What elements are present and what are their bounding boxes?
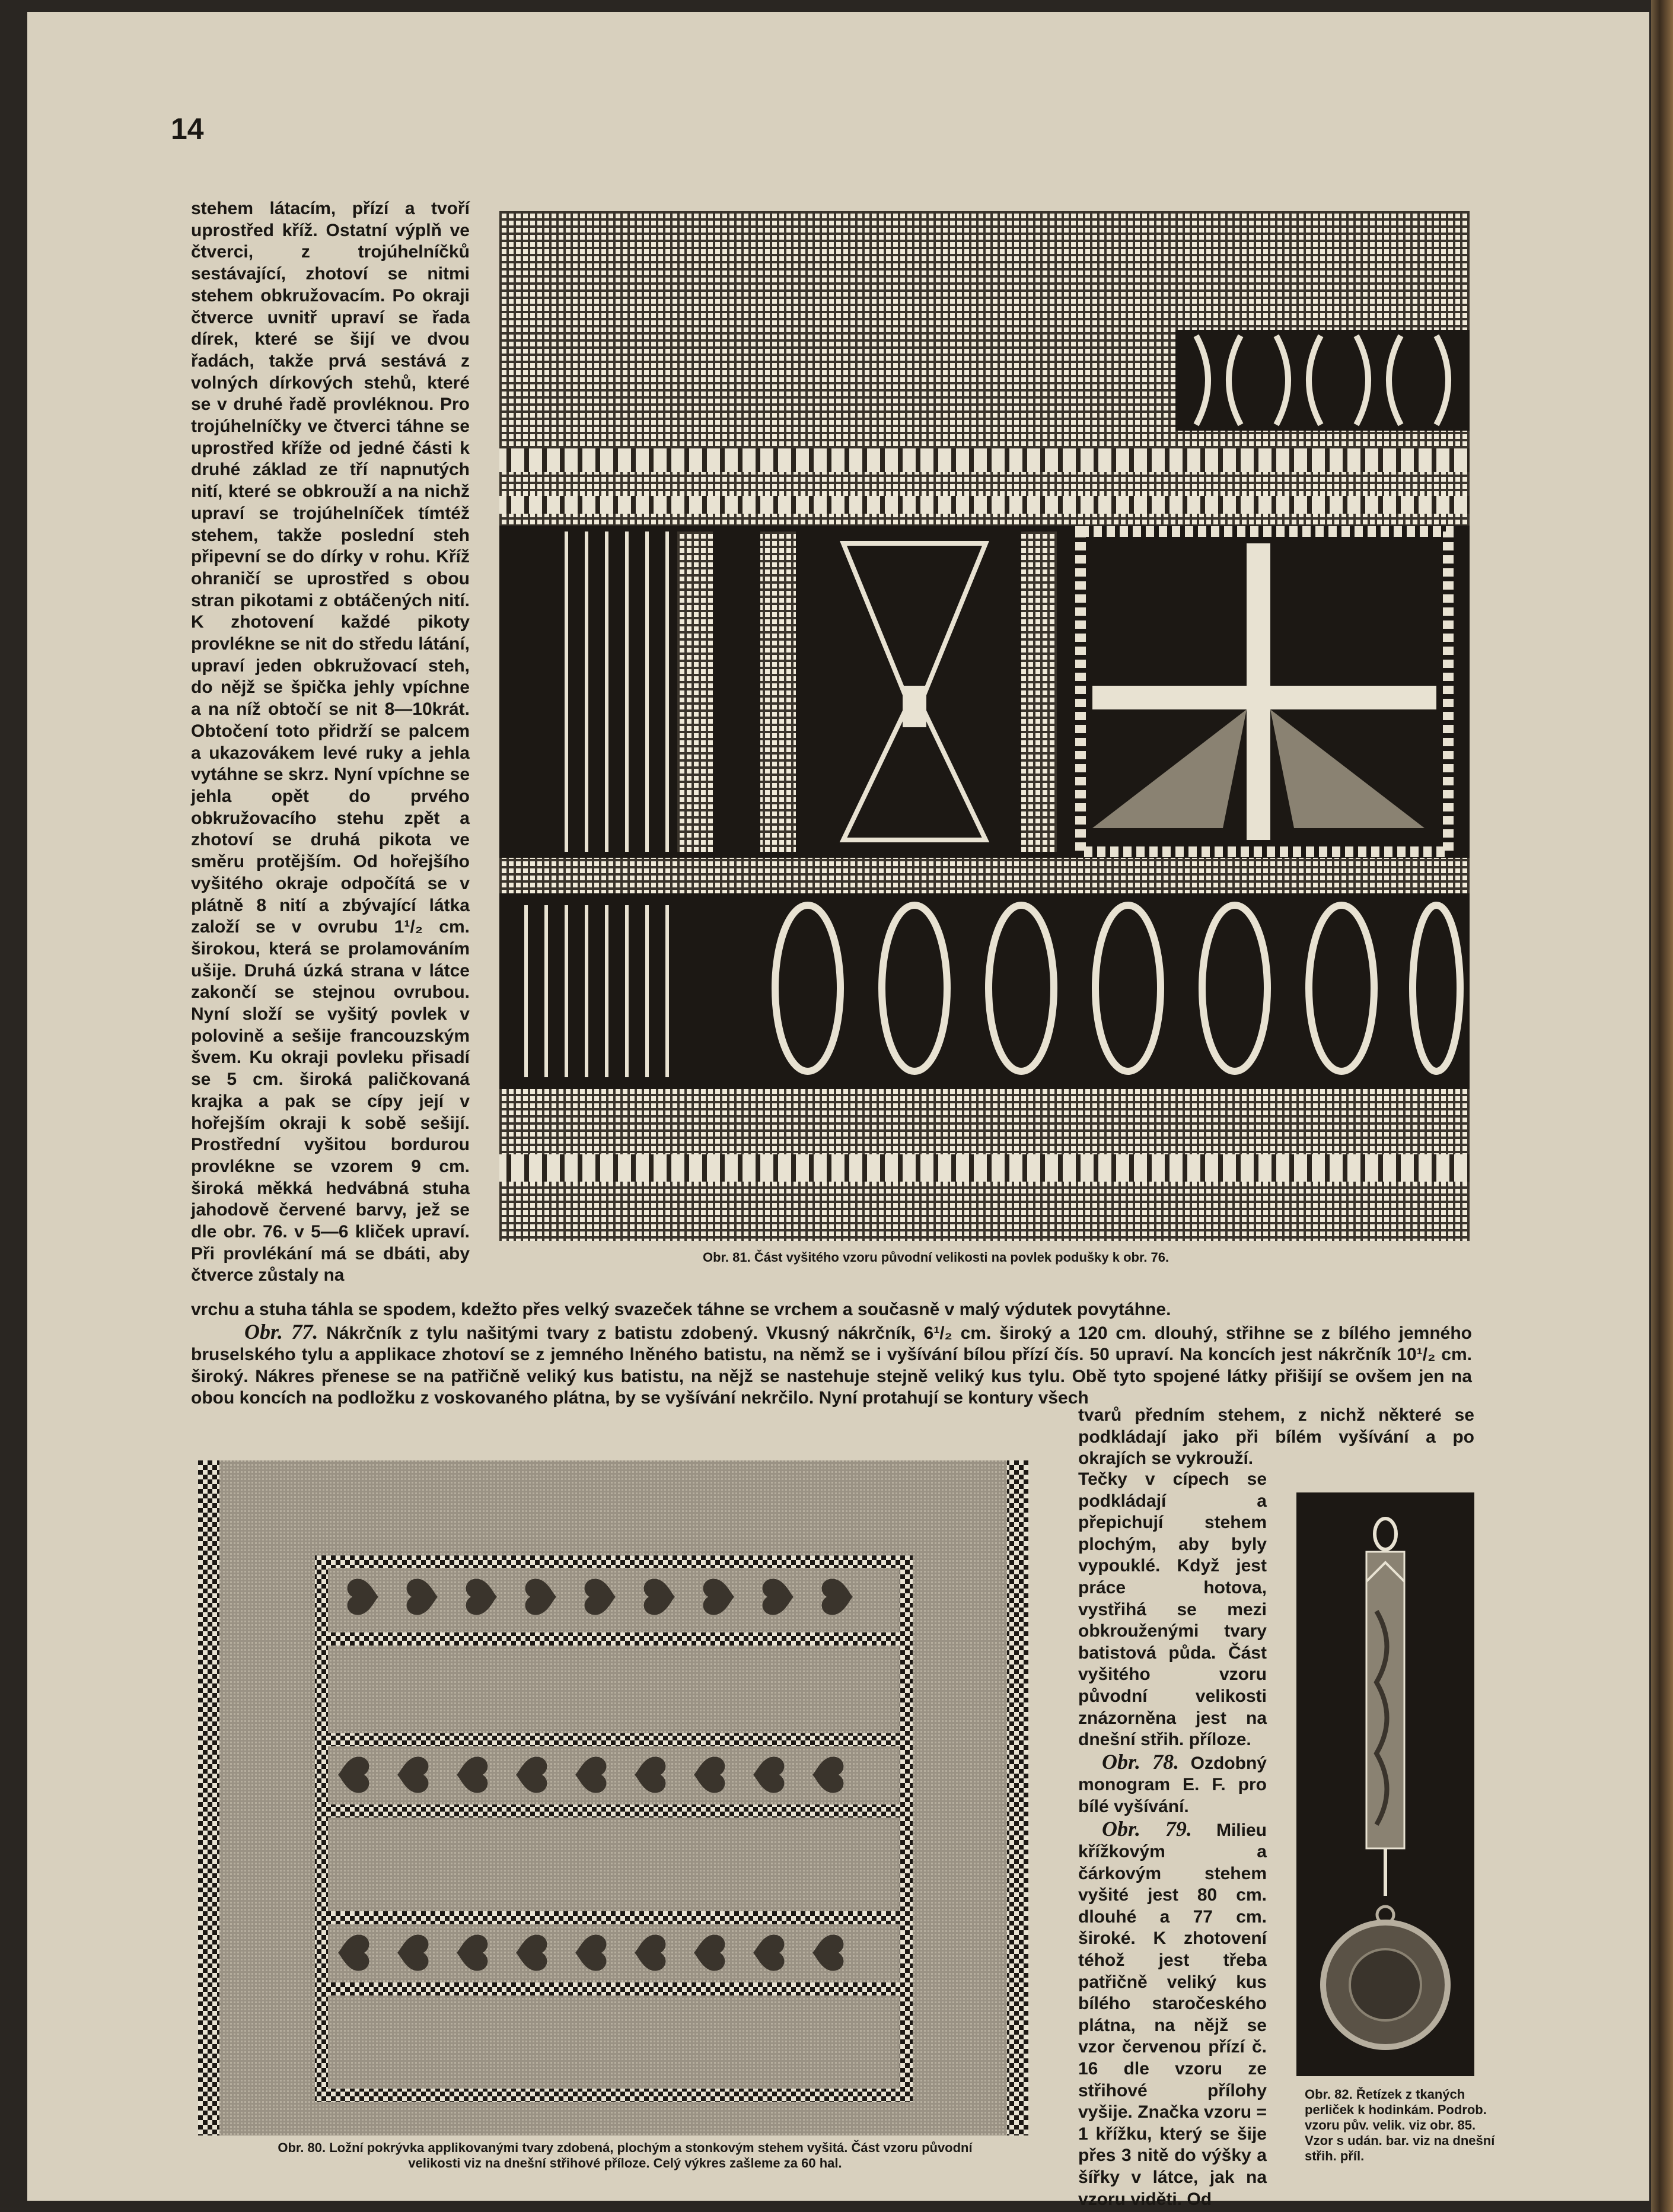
figure-82-caption: Obr. 82. Řetízek z tkaných perliček k hodinkám. Podrob. vzoru pův. velik. viz obr. 85. Vzor s udán. bar. viz na dnešní střih. příl.: [1305, 2087, 1495, 2163]
figure-80-caption-line1: Obr. 80. Ložní pokrývka applikovanými tvary zdobená, plochým a stonkovým stehem vyšitá. Část vzoru původní: [278, 2140, 973, 2155]
figure-82-watch-chain: [1296, 1492, 1474, 2076]
obr77-text: Nákrčník z tylu našitými tvary z batistu zdobený. Vkusný nákrčník, 6¹/₂ cm. široký a 120 cm. dlouhý, střihne se z bílého jemného bruselského tylu a applikace zhotoví se z jemného lněného batistu, na němž se i vyšívání bílou přízí čís. 50 upraví. Na koncích jest nákrčník 10¹/₂ cm. široký. Nákres přenese se na patřičně veliký kus batistu, na nějž se nastehuje stejně veliký kus tylu. Obě tyto spojené látky přišijí se ovšem jen na obou koncích na podložku z voskovaného plátna, by se vyšívání nekrčilo. Nyní protahují se kontury všech: [191, 1323, 1472, 1408]
figure-80-caption: [198, 2140, 1052, 2171]
right-wide-text: tvarů předním stehem, z nichž některé se podkládají jako při bílém vyšívání a po okrajích se vykrouží.: [1078, 1405, 1474, 1468]
obr78-paragraph: [1078, 1751, 1267, 1818]
obr78-label: Obr. 78.: [1102, 1749, 1180, 1774]
book-gutter: [1651, 0, 1673, 2212]
obr79-label: Obr. 79.: [1102, 1816, 1192, 1841]
right-narrow-text: [1078, 1469, 1267, 2210]
narrow-paragraph-1: Tečky v cípech se podkládají a přepichují stehem plochým, aby byly vypouklé. Když jest práce hotova, vystřihá se mezi obkrouženými tvary batistová půda. Část vyšitého vzoru původní velikosti znázorněna jest na dnešní střih. příloze.: [1078, 1469, 1267, 1750]
figure-80-bedspread: [198, 1460, 1028, 2135]
full-width-text: [191, 1299, 1472, 1409]
figure-80-caption-line2: velikosti viz na dnešní střihové příloze. Celý výkres zašleme za 60 hal.: [408, 2156, 842, 2170]
hearts-row-2: [338, 1757, 843, 1793]
figure-81-embroidery: [499, 211, 1470, 1241]
page-number: 14: [171, 112, 204, 145]
hearts-row-3: [338, 1935, 843, 1971]
left-column-paragraph: stehem látacím, přízí a tvoří uprostřed kříž. Ostatní výplň ve čtverci, z trojúhelníčků sestávající, zhotoví se nitmi stehem obkružovacím. Po okraji čtverce uvnitř upraví se řada dírek, které se šijí ve dvou řadách, takže prvá sestává z volných dírkových stehů, které se v druhé řadě provléknou. Pro trojúhelníčky ve čtverci táhne se uprostřed kříže od jedné části k druhé základ ze tří napnutých nití, které se obkrouží a na nichž upraví se trojúhelníček tímtéž stehem, takže poslední steh připevní se do dírky v rohu. Kříž ohraničí se uprostřed s obou stran pikotami z obtáčených nití. K zhotovení každé pikoty provlékne se nit do středu látání, upraví jeden obkružovací steh, do nějž se špička jehly vpíchne a na níž obtočí se nit 8—10krát. Obtočení toto přidrží se palcem a ukazovákem levé ruky a jehla vytáhne se skrz. Nyní vpíchne se jehla opět do prvého obkružovacího stehu zpět a zhotoví se druhá pikota ve směru protějším. Od hořejšího vyšitého okraje odpočítá se v plátně 8 nití a zbývající látka založí se v ovrubu 1¹/₂ cm. širokou, která se prolamováním ušije. Druhá úzká strana v látce zakončí se stejnou ovrubou. Nyní složí se vyšitý povlek v polovině a sešije francouzským švem. Ku okraji povleku přisadí se 5 cm. široká paličkovaná krajka a pak se cípy její v hořejším okraji k sobě sešijí. Prostřední vyšitou bordurou provlékne se vzorem 9 cm. široká měkká hedvábná stuha jahodově červené barvy, jež se dle obr. 76. v 5—6 kliček upraví. Při provlékání má se dbáti, aby čtverce zůstaly na: [191, 199, 470, 1285]
figure-81-caption: Obr. 81. Část vyšitého vzoru původní velikosti na povlek podušky k obr. 76.: [703, 1250, 1169, 1265]
hearts-row-1: [348, 1579, 853, 1615]
left-column-text: [191, 198, 470, 1287]
obr78-text: Ozdobný monogram E. F. pro bílé vyšívání.: [1078, 1753, 1267, 1816]
continuation-line: vrchu a stuha táhla se spodem, kdežto přes velký svazeček táhne se vrchem a současně v malý výdutek povytáhne.: [191, 1300, 1171, 1319]
obr79-text: Milieu křížkovým a čárkovým stehem vyšité jest 80 cm. dlouhé a 77 cm. široké. K zhotovení téhož jest třeba patřičně veliký kus bílého staročeského plátna, na nějž se vzor červenou přízí č. 16 dle vzoru ze střihové přílohy vyšije. Značka vzoru = 1 křížku, který se šije přes 3 nitě do výšky a šířky v látce, jak na vzoru viděti. Od: [1078, 1820, 1267, 2209]
obr77-paragraph: [191, 1321, 1472, 1409]
obr79-paragraph: [1078, 1818, 1267, 2211]
obr77-label: Obr. 77.: [244, 1319, 318, 1344]
